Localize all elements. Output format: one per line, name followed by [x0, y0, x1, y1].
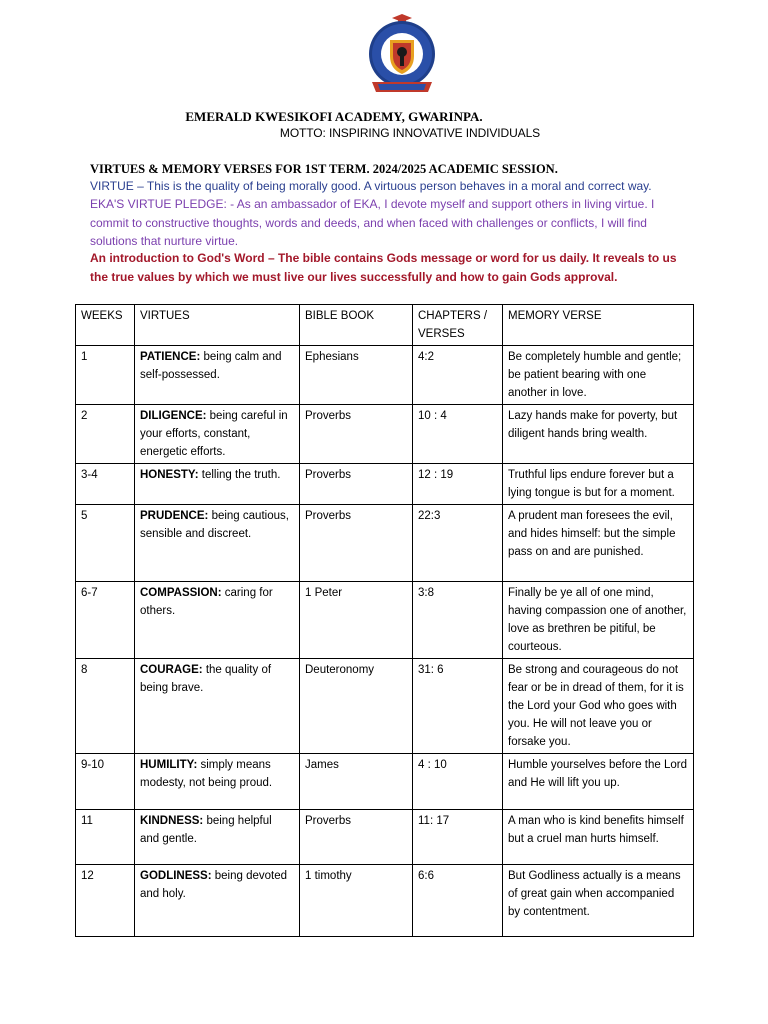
- table-row: [76, 865, 694, 937]
- virtue-name: HUMILITY:: [140, 759, 198, 771]
- page-heading: VIRTUES & MEMORY VERSES FOR 1ST TERM. 2024/2025 ACADEMIC SESSION.: [90, 162, 558, 176]
- book-cell: 1 Peter: [300, 582, 413, 659]
- chapter-cell: 11: 17: [413, 810, 503, 865]
- virtue-name: PATIENCE:: [140, 351, 201, 363]
- week-cell: 9-10: [76, 754, 135, 810]
- book-cell: Proverbs: [300, 505, 413, 582]
- week-cell: 8: [76, 659, 135, 754]
- virtue-description: the quality of being brave.: [140, 664, 272, 694]
- virtue-cell: [135, 865, 300, 937]
- book-cell: Deuteronomy: [300, 659, 413, 754]
- header-memory-verse: MEMORY VERSE: [503, 305, 694, 346]
- verse-cell: Truthful lips endure forever but a lying tongue is but for a moment.: [503, 464, 694, 505]
- chapter-cell: 4:2: [413, 346, 503, 405]
- virtue-cell: [135, 582, 300, 659]
- table-row: [76, 464, 694, 505]
- school-name: EMERALD KWESIKOFI ACADEMY, GWARINPA.: [185, 109, 483, 124]
- virtue-cell: [135, 754, 300, 810]
- chapter-cell: 6:6: [413, 865, 503, 937]
- table-row: [76, 754, 694, 810]
- chapter-cell: 31: 6: [413, 659, 503, 754]
- book-cell: Ephesians: [300, 346, 413, 405]
- chapter-cell: 4 : 10: [413, 754, 503, 810]
- week-cell: 3-4: [76, 464, 135, 505]
- virtue-description: being careful in your efforts, constant, energetic efforts.: [140, 410, 288, 458]
- virtue-name: COURAGE:: [140, 664, 203, 676]
- virtues-table: [75, 304, 694, 937]
- gods-word-intro: An introduction to God's Word – The bible contains Gods message or word for us daily. It reveals to us the true values by which we must live our lives successfully and how to gain Gods approval.: [90, 251, 677, 284]
- book-cell: James: [300, 754, 413, 810]
- virtue-description: being cautious, sensible and discreet.: [140, 510, 289, 540]
- virtue-description: being calm and self-possessed.: [140, 351, 282, 381]
- virtue-cell: [135, 810, 300, 865]
- table-header-row: [76, 305, 694, 346]
- verse-cell: Be strong and courageous do not fear or be in dread of them, for it is the Lord your God who goes with you. He will not leave you or forsake you.: [503, 659, 694, 754]
- header-chapters-verses: CHAPTERS / VERSES: [413, 305, 503, 346]
- book-cell: Proverbs: [300, 405, 413, 464]
- verse-cell: Humble yourselves before the Lord and He will lift you up.: [503, 754, 694, 810]
- virtue-name: PRUDENCE:: [140, 510, 209, 522]
- virtue-name: DILIGENCE:: [140, 410, 207, 422]
- virtue-cell: [135, 659, 300, 754]
- virtue-name: KINDNESS:: [140, 815, 204, 827]
- verse-cell: But Godliness actually is a means of great gain when accompanied by contentment.: [503, 865, 694, 937]
- verse-cell: Finally be ye all of one mind, having compassion one of another, love as brethren be pitiful, be courteous.: [503, 582, 694, 659]
- virtue-pledge: EKA'S VIRTUE PLEDGE: - As an ambassador of EKA, I devote myself and support others in living virtue. I commit to constructive thoughts, words and deeds, and when faced with challenges or conflicts, I will find solutions that nurture virtue.: [90, 197, 655, 248]
- verse-cell: A man who is kind benefits himself but a cruel man hurts himself.: [503, 810, 694, 865]
- virtue-description: simply means modesty, not being proud.: [140, 759, 273, 789]
- virtue-description: being helpful and gentle.: [140, 815, 272, 845]
- book-cell: Proverbs: [300, 810, 413, 865]
- virtue-cell: [135, 505, 300, 582]
- week-cell: 12: [76, 865, 135, 937]
- school-crest-icon: [364, 12, 440, 98]
- week-cell: 5: [76, 505, 135, 582]
- chapter-cell: 22:3: [413, 505, 503, 582]
- book-cell: 1 timothy: [300, 865, 413, 937]
- table-row: [76, 405, 694, 464]
- book-cell: Proverbs: [300, 464, 413, 505]
- table-row: [76, 810, 694, 865]
- virtue-cell: [135, 405, 300, 464]
- week-cell: 11: [76, 810, 135, 865]
- header-virtues: VIRTUES: [135, 305, 300, 346]
- verse-cell: Be completely humble and gentle; be patient bearing with one another in love.: [503, 346, 694, 405]
- chapter-cell: 10 : 4: [413, 405, 503, 464]
- verse-cell: A prudent man foresees the evil, and hides himself: but the simple pass on and are punished.: [503, 505, 694, 582]
- week-cell: 1: [76, 346, 135, 405]
- virtue-cell: [135, 464, 300, 505]
- table-row: [76, 659, 694, 754]
- chapter-cell: 3:8: [413, 582, 503, 659]
- table-row: [76, 505, 694, 582]
- virtue-description: caring for others.: [140, 587, 273, 617]
- header-weeks: WEEKS: [76, 305, 135, 346]
- week-cell: 6-7: [76, 582, 135, 659]
- virtue-description: being devoted and holy.: [140, 870, 288, 900]
- virtue-name: GODLINESS:: [140, 870, 212, 882]
- table-row: [76, 582, 694, 659]
- virtue-name: COMPASSION:: [140, 587, 222, 599]
- chapter-cell: 12 : 19: [413, 464, 503, 505]
- virtue-definition: VIRTUE – This is the quality of being morally good. A virtuous person behaves in a moral and correct way.: [90, 179, 652, 193]
- virtue-name: HONESTY:: [140, 469, 199, 481]
- school-motto: MOTTO: INSPIRING INNOVATIVE INDIVIDUALS: [279, 126, 541, 140]
- table-row: [76, 346, 694, 405]
- header-bible-book: BIBLE BOOK: [300, 305, 413, 346]
- verse-cell: Lazy hands make for poverty, but diligent hands bring wealth.: [503, 405, 694, 464]
- virtue-description: telling the truth.: [198, 469, 281, 481]
- virtue-cell: [135, 346, 300, 405]
- week-cell: 2: [76, 405, 135, 464]
